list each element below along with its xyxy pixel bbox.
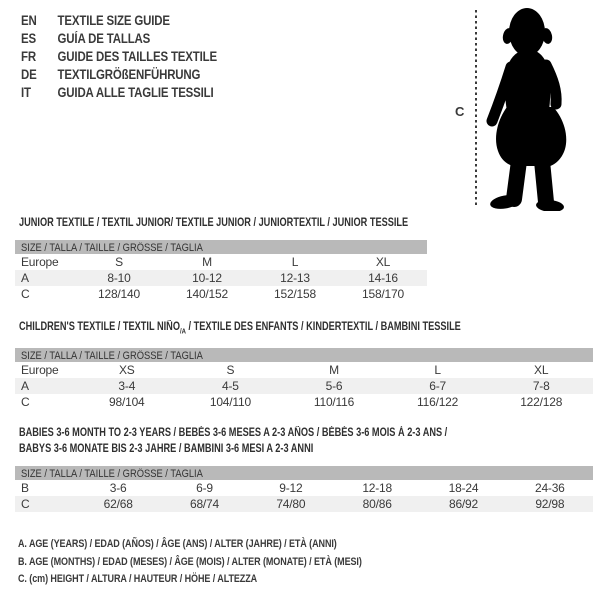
table-cell: 10-12 (192, 271, 222, 285)
table-cell: 98/104 (109, 395, 145, 410)
table-row (15, 286, 427, 302)
table-cell: L (291, 255, 299, 269)
table-cell: 5-6 (325, 379, 343, 394)
language-code: FR (21, 49, 36, 64)
table-cell: 122/128 (520, 395, 563, 410)
table-cell: 68/74 (189, 497, 219, 511)
language-row (21, 66, 217, 84)
table-rows (15, 480, 593, 512)
table-row (15, 480, 593, 496)
language-title: TEXTILGRÖßENFÜHRUNG (57, 67, 201, 82)
title-text: JUNIOR TEXTILE / TEXTIL JUNIOR/ TEXTILE JUNIOR / JUNIORTEXTIL / JUNIOR TESSILE (19, 217, 409, 229)
table-row (15, 394, 593, 410)
table-cell: S (226, 363, 235, 378)
row-label: Europe (21, 255, 59, 269)
language-title: GUÍA DE TALLAS (57, 31, 151, 46)
table-cell: 140/152 (186, 287, 228, 301)
table-header-text: SIZE / TALLA / TAILLE / GRÖSSE / TAGLIA (21, 468, 203, 480)
title-text: BABYS 3-6 MONATE BIS 2-3 JAHRE / BAMBINI 3-6 MESI A 2-3 ANNI (19, 443, 314, 455)
title-subscript: /A (179, 326, 186, 336)
language-code: DE (21, 67, 37, 82)
table-cell: 104/110 (209, 395, 251, 410)
table-cell: 62/68 (103, 497, 133, 511)
table-cell: 116/122 (417, 395, 459, 410)
table-cell: XL (534, 363, 549, 378)
table-header-bar (15, 466, 593, 480)
language-title: GUIDA ALLE TAGLIE TESSILI (57, 85, 214, 100)
table-cell: 158/170 (362, 287, 404, 301)
table-cell: 152/158 (274, 287, 316, 301)
table-cell: 9-12 (279, 481, 303, 495)
language-row (21, 84, 217, 102)
section-title-line (19, 425, 478, 441)
language-row (21, 48, 217, 66)
table-cell: 12-13 (280, 271, 310, 285)
footnotes (18, 536, 437, 589)
footnote-line: B. AGE (MONTHS) / EDAD (MESES) / ÂGE (MOIS) / ALTER (MONATE) / ETÀ (MESI) (18, 555, 362, 568)
table-header-bar (15, 240, 427, 254)
section-title (15, 319, 593, 339)
table-cell: 74/80 (276, 497, 306, 511)
row-label: C (21, 497, 30, 511)
table-cell: 3-6 (109, 481, 127, 495)
height-measure-label: C (455, 104, 465, 119)
table-cell: 3-4 (118, 379, 136, 394)
row-label: C (21, 395, 30, 410)
title-text: CHILDREN'S TEXTILE / TEXTIL NIÑO (19, 321, 180, 333)
language-code: IT (21, 85, 31, 100)
table-cell: M (329, 363, 339, 378)
table-cell: 128/140 (98, 287, 140, 301)
row-label: A (21, 271, 29, 285)
table-cell: 12-18 (362, 481, 393, 495)
size-table-babies (15, 466, 593, 512)
section-title-line (19, 319, 478, 339)
table-row (15, 362, 593, 378)
title-text: / TEXTILE DES ENFANTS / KINDERTEXTIL / BAMBINI TESSILE (185, 321, 461, 333)
section-title (15, 215, 505, 231)
table-cell: 6-7 (429, 379, 446, 394)
row-label: Europe (21, 363, 59, 378)
table-cell: 24-36 (534, 481, 565, 495)
language-row (21, 30, 217, 48)
table-cell: 6-9 (196, 481, 213, 495)
title-text: BABIES 3-6 MONTH TO 2-3 YEARS / BEBÉS 3-6 MESES A 2-3 AÑOS / BÉBÉS 3-6 MOIS À 2-3 ANS / (19, 427, 448, 439)
section-junior (15, 215, 505, 302)
table-header-bar (15, 348, 593, 362)
table-rows (15, 362, 593, 410)
table-cell: 8-10 (107, 271, 131, 285)
table-cell: 86/92 (448, 497, 478, 511)
size-table-children (15, 348, 593, 410)
table-cell: 4-5 (222, 379, 239, 394)
table-cell: S (115, 255, 123, 269)
row-label: B (21, 481, 29, 495)
section-title-line (19, 215, 408, 231)
table-header-text: SIZE / TALLA / TAILLE / GRÖSSE / TAGLIA (21, 242, 203, 254)
toddler-silhouette-image (480, 5, 584, 211)
table-row (15, 378, 593, 394)
table-cell: XS (118, 363, 135, 378)
section-title-line (19, 441, 478, 457)
language-code: ES (21, 31, 36, 46)
table-header-text: SIZE / TALLA / TAILLE / GRÖSSE / TAGLIA (21, 350, 203, 363)
table-cell: 92/98 (535, 497, 565, 511)
table-cell: 110/116 (313, 395, 355, 410)
row-label: A (21, 379, 29, 394)
table-cell: 14-16 (368, 271, 398, 285)
language-row (21, 12, 217, 30)
footnote-line: A. AGE (YEARS) / EDAD (AÑOS) / ÂGE (ANS) / ALTER (JAHRE) / ETÀ (ANNI) (18, 538, 337, 550)
table-row (15, 270, 427, 286)
table-cell: 7-8 (532, 379, 550, 394)
table-row (15, 496, 593, 512)
language-block (21, 12, 252, 102)
height-dashed-line (475, 10, 477, 207)
table-cell: L (434, 363, 441, 378)
size-table-junior (15, 240, 427, 302)
row-label: C (21, 287, 30, 301)
language-code: EN (21, 13, 37, 28)
table-row (15, 254, 427, 270)
table-cell: XL (375, 255, 391, 269)
table-cell: M (202, 255, 212, 269)
section-title (15, 425, 593, 457)
table-cell: 18-24 (448, 481, 479, 495)
table-cell: 80/86 (362, 497, 392, 511)
section-children (15, 319, 593, 410)
footnote-line: C. (cm) HEIGHT / ALTURA / HAUTEUR / HÖHE / ALTEZZA (18, 573, 258, 585)
language-title: GUIDE DES TAILLES TEXTILE (57, 49, 217, 64)
section-babies (15, 425, 593, 512)
language-title: TEXTILE SIZE GUIDE (57, 13, 170, 28)
table-rows (15, 254, 427, 302)
